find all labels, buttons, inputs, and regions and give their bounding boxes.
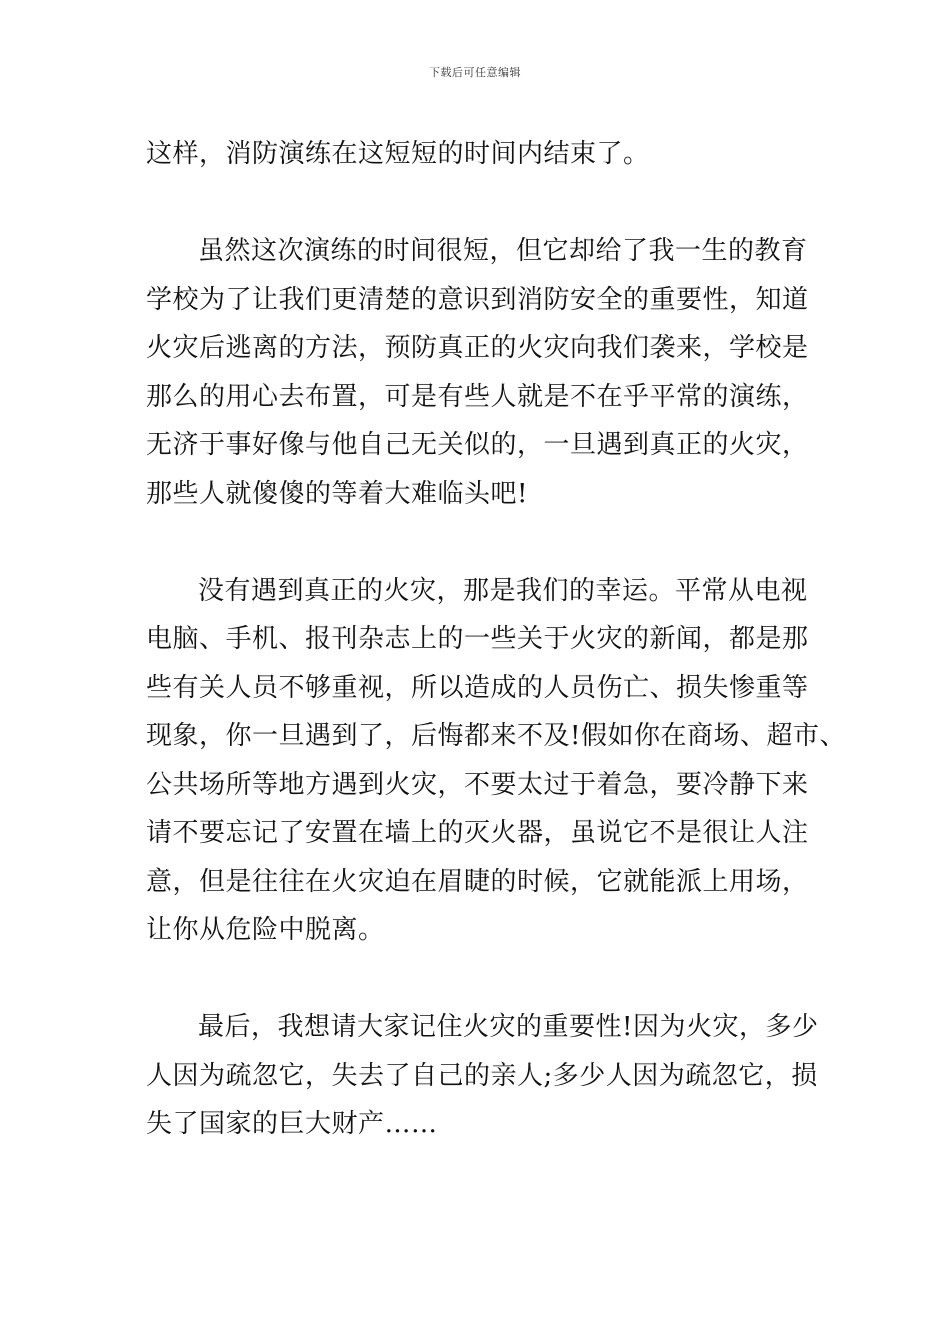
text-line: 电脑、手机、报刊杂志上的一些关于火灾的新闻，都是那 [146,624,809,654]
document-body [146,130,846,1149]
text-line: 公共场所等地方遇到火灾，不要太过于着急，要冷静下来 [146,769,809,800]
paragraph-spacer [146,179,826,228]
text-line: 那些人就傻傻的等着大难临头吧! [146,478,528,509]
text-line: 现象，你一旦遇到了，后悔都来不及!假如你在商场、超市、 [146,721,846,751]
text-line: 这样，消防演练在这短短的时间内结束了。 [146,139,650,169]
paragraph-spacer [146,955,826,1004]
paragraph-3 [146,567,846,955]
text-line: 让你从危险中脱离。 [146,915,385,945]
paragraph-4 [146,1003,826,1149]
text-line: 请不要忘记了安置在墙上的灭火器，虽说它不是很让人注 [146,818,809,848]
text-line: 意，但是往往在火灾迫在眉睫的时候，它就能派上用场， [146,866,809,897]
text-line: 人因为疏忽它，失去了自己的亲人;多少人因为疏忽它，损 [146,1060,818,1091]
text-line: 火灾后逃离的方法，预防真正的火灾向我们袭来，学校是 [146,333,809,363]
text-line: 最后，我想请大家记住火灾的重要性!因为火灾，多少 [198,1012,819,1042]
text-line: 没有遇到真正的火灾，那是我们的幸运。平常从电视 [198,575,808,606]
text-line: 些有关人员不够重视，所以造成的人员伤亡、损失惨重等 [146,672,809,703]
paragraph-spacer [146,518,826,567]
paragraph-2 [146,227,826,518]
text-line: 无济于事好像与他自己无关似的，一旦遇到真正的火灾， [146,430,809,460]
text-line: 学校为了让我们更清楚的意识到消防安全的重要性，知道 [146,284,809,315]
page-header: 下载后可任意编辑 [429,66,521,79]
text-line: 那么的用心去布置，可是有些人就是不在乎平常的演练， [146,381,809,412]
paragraph-1 [146,130,826,179]
text-line: 虽然这次演练的时间很短，但它却给了我一生的教育 [198,236,808,266]
text-line: 失了国家的巨大财产…… [146,1109,438,1139]
